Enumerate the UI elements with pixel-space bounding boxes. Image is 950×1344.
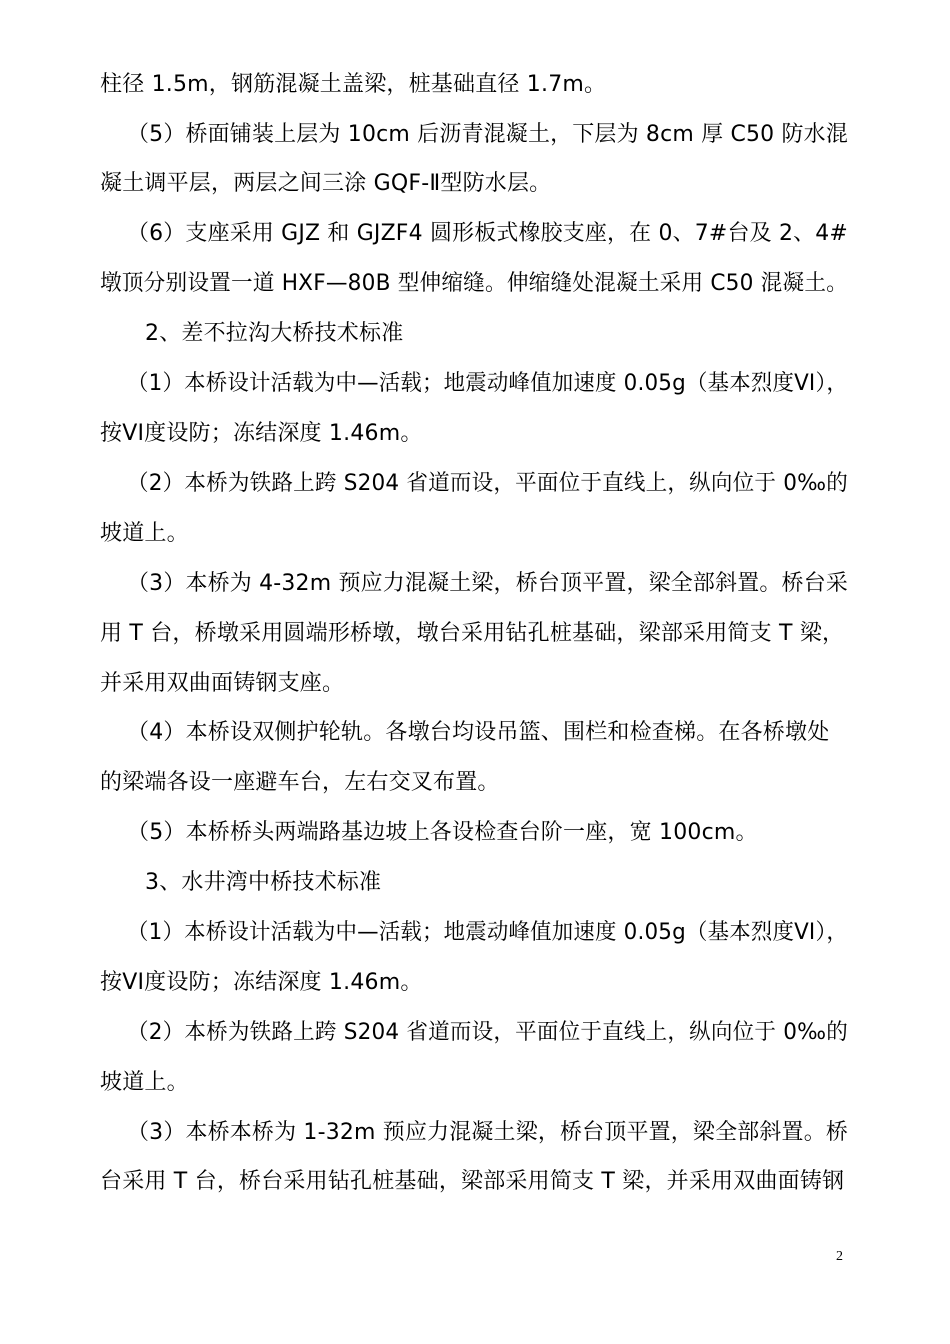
text-line: 坡道上。 — [100, 521, 189, 546]
text-line: （6）支座采用 GJZ 和 GJZF4 圆形板式橡胶支座，在 0、7#台及 2、4# — [127, 221, 848, 246]
text-line: （2）本桥为铁路上跨 S204 省道而设，平面位于直线上，纵向位于 0‰的 — [127, 1020, 848, 1045]
section-heading: 3、水井湾中桥技术标准 — [145, 870, 382, 895]
text-line: 按VI度设防；冻结深度 1.46m。 — [100, 970, 423, 995]
text-line: （2）本桥为铁路上跨 S204 省道而设，平面位于直线上，纵向位于 0‰的 — [127, 471, 848, 496]
text-line: （1）本桥设计活载为中—活载；地震动峰值加速度 0.05g（基本烈度VI）， — [127, 371, 848, 396]
section-heading: 2、差不拉沟大桥技术标准 — [145, 321, 404, 346]
text-line: （4）本桥设双侧护轮轨。各墩台均设吊篮、围栏和检查梯。在各桥墩处 — [127, 720, 830, 745]
page-number: 2 — [836, 1249, 843, 1264]
text-line: 坡道上。 — [100, 1070, 189, 1095]
text-line: 墩顶分别设置一道 HXF—80B 型伸缩缝。伸缩缝处混凝土采用 C50 混凝土。 — [100, 271, 848, 296]
text-line: （3）本桥为 4-32m 预应力混凝土梁，桥台顶平置，梁全部斜置。桥台采 — [127, 571, 848, 596]
text-line: 并采用双曲面铸钢支座。 — [100, 671, 345, 696]
text-line: 凝土调平层，两层之间三涂 GQF-Ⅱ型防水层。 — [100, 171, 552, 196]
text-line: 的梁端各设一座避车台，左右交叉布置。 — [100, 770, 500, 795]
text-line: （5）本桥桥头两端路基边坡上各设检查台阶一座，宽 100cm。 — [127, 820, 758, 845]
text-line: 台采用 T 台，桥台采用钻孔桩基础，梁部采用简支 T 梁，并采用双曲面铸钢 — [100, 1169, 845, 1194]
text-line: （3）本桥本桥为 1-32m 预应力混凝土梁，桥台顶平置，梁全部斜置。桥 — [127, 1120, 848, 1145]
text-line: 按VI度设防；冻结深度 1.46m。 — [100, 421, 423, 446]
text-line: （1）本桥设计活载为中—活载；地震动峰值加速度 0.05g（基本烈度VI）， — [127, 920, 848, 945]
text-line: 用 T 台，桥墩采用圆端形桥墩，墩台采用钻孔桩基础，梁部采用简支 T 梁， — [100, 621, 845, 646]
text-line: （5）桥面铺装上层为 10cm 后沥青混凝土，下层为 8cm 厚 C50 防水混 — [127, 122, 848, 147]
text-line: 柱径 1.5m，钢筋混凝土盖梁，桩基础直径 1.7m。 — [100, 72, 607, 97]
